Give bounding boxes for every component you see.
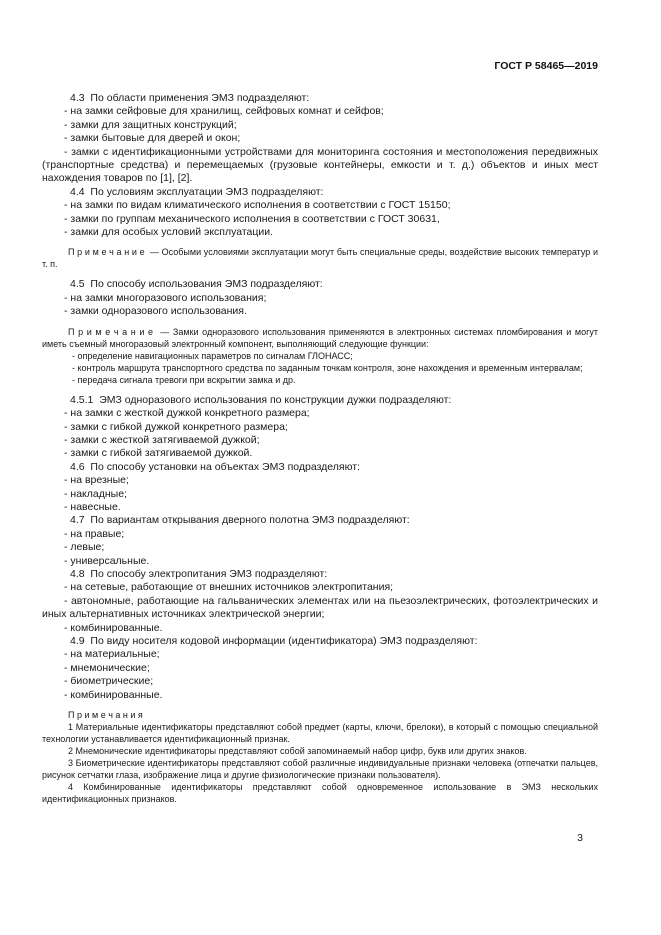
classification-item: - комбинированные. xyxy=(64,688,163,701)
classification-item: - на материальные; xyxy=(64,648,160,661)
classification-item: - на врезные; xyxy=(64,474,129,487)
clause-paragraph: 4.4 По условиям эксплуатации ЭМЗ подразделяют: xyxy=(70,185,324,198)
classification-item: - на замки по видам климатического исполнения в соответствии с ГОСТ 15150; xyxy=(64,199,451,212)
note-paragraph: 3 Биометрические идентификаторы представляют собой различные индивидуальные признаки человека (отпечатки пальцев, рисунок сетчатки глаза, изображение лица и другие физиологические признаки пользователя). xyxy=(42,758,598,781)
note-paragraph: П р и м е ч а н и е — Особыми условиями эксплуатации могут быть специальные среды, воздействие высоких температур и т. п. xyxy=(42,247,598,270)
classification-item: - замки по группам механического исполнения в соответствии с ГОСТ 30631, xyxy=(64,212,440,225)
classification-item: - замки для защитных конструкций; xyxy=(64,118,237,131)
doc-code: ГОСТ Р 58465—2019 xyxy=(494,60,598,72)
note-paragraph: 2 Мнемонические идентификаторы представляют собой запоминаемый набор цифр, букв или других знаков. xyxy=(68,746,527,757)
classification-item: - замки одноразового использования. xyxy=(64,305,247,318)
clause-paragraph: 4.6 По способу установки на объектах ЭМЗ подразделяют: xyxy=(70,460,360,473)
note-item: - определение навигационных параметров по сигналам ГЛОНАСС; xyxy=(72,350,353,361)
clause-paragraph: 4.8 По способу электропитания ЭМЗ подразделяют: xyxy=(70,567,328,580)
classification-item: - накладные; xyxy=(64,487,127,500)
classification-item: - на замки многоразового использования; xyxy=(64,291,267,304)
classification-item: - мнемонические; xyxy=(64,661,150,674)
classification-item: - биометрические; xyxy=(64,675,154,688)
classification-item: - автономные, работающие на гальванических элементах или на пьезоэлектрических, фотоэлектрических и иных альтернативных источниках электрической энергии; xyxy=(42,594,598,621)
classification-item: - левые; xyxy=(64,541,105,554)
note-paragraph: 4 Комбинированные идентификаторы представляют собой одновременное использование в ЭМЗ нескольких идентификационных признаков. xyxy=(42,782,598,805)
classification-item: - замки с идентификационными устройствами для мониторинга состояния и местоположения передвижных (транспортные средства) и перемещаемых (грузовые контейнеры, емкости и т. д.) объектов и иных мест нахождения товаров по [1], [2]. xyxy=(42,145,598,185)
page-header xyxy=(42,60,598,73)
document-content xyxy=(42,92,598,805)
classification-item: - замки с гибкой затягиваемой дужкой. xyxy=(64,447,253,460)
classification-item: - на сетевые, работающие от внешних источников электропитания; xyxy=(64,581,394,594)
note-paragraph: П р и м е ч а н и е — Замки одноразового использования применяются в электронных системах пломбирования и могут иметь съемный многоразовый электронный компонент, выполняющий следующие функции: xyxy=(42,326,598,349)
classification-item: - на замки с жесткой дужкой конкретного размера; xyxy=(64,407,310,420)
document-page xyxy=(42,60,598,844)
classification-item: - на замки сейфовые для хранилищ, сейфовых комнат и сейфов; xyxy=(64,105,384,118)
classification-item: - на правые; xyxy=(64,527,125,540)
notes-title: П р и м е ч а н и я xyxy=(68,710,143,721)
classification-item: - комбинированные. xyxy=(64,621,163,634)
classification-item: - навесные. xyxy=(64,500,121,513)
note-paragraph: 1 Материальные идентификаторы представляют собой предмет (карты, ключи, брелоки), в который с помощью специальной технологии устанавливается идентификационный признак. xyxy=(42,722,598,745)
classification-item: - замки для особых условий эксплуатации. xyxy=(64,226,274,239)
clause-paragraph: 4.5 По способу использования ЭМЗ подразделяют: xyxy=(70,278,323,291)
clause-paragraph: 4.9 По виду носителя кодовой информации (идентификатора) ЭМЗ подразделяют: xyxy=(70,635,478,647)
note-block xyxy=(42,246,598,270)
classification-item: - универсальные. xyxy=(64,554,150,567)
note-item: - контроль маршрута транспортного средства по заданным точкам контроля, зоне нахождения и временным интервалам; xyxy=(72,362,583,373)
clause-paragraph: 4.3 По области применения ЭМЗ подразделяют: xyxy=(70,92,310,104)
classification-item: - замки с гибкой дужкой конкретного размера; xyxy=(64,420,288,433)
page-footer xyxy=(42,832,598,844)
classification-item: - замки с жесткой затягиваемой дужкой; xyxy=(64,433,260,446)
page-number: 3 xyxy=(577,832,583,845)
note-item: - передача сигнала тревоги при вскрытии замка и др. xyxy=(72,374,296,385)
classification-item: - замки бытовые для дверей и окон; xyxy=(64,132,241,145)
note-block xyxy=(42,326,598,386)
clause-paragraph: 4.5.1 ЭМЗ одноразового использования по конструкции дужки подразделяют: xyxy=(70,393,452,406)
clause-paragraph: 4.7 По вариантам открывания дверного полотна ЭМЗ подразделяют: xyxy=(70,514,410,527)
note-block xyxy=(42,709,598,805)
